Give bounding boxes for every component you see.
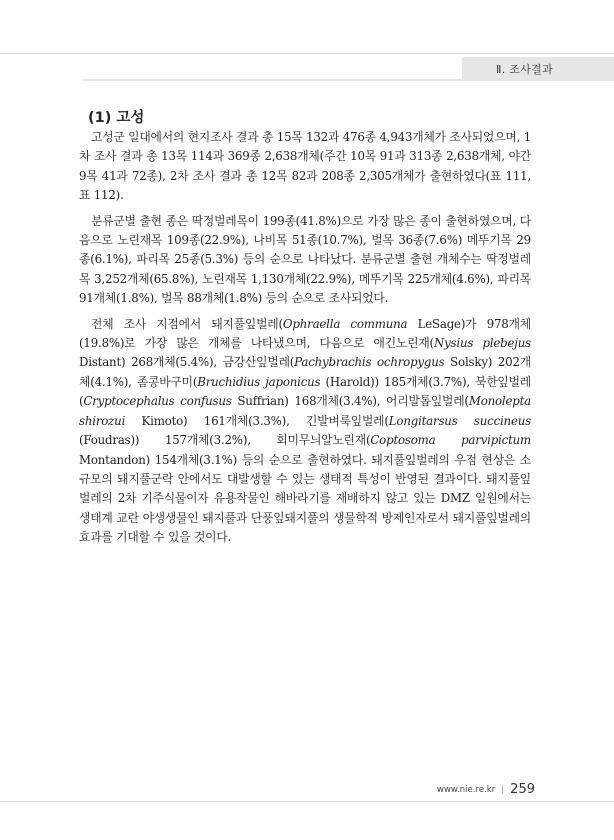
species-name: Ophraella communa — [282, 316, 408, 331]
text-run: Distant) 268개체(5.4%), 금강산잎벌레( — [79, 355, 295, 370]
footer-separator: | — [501, 784, 505, 795]
chapter-label: Ⅱ. 조사결과 — [496, 63, 554, 76]
text-run: Suffrian) 168개체(3.4%), 어리발톱잎벌레( — [231, 394, 469, 409]
paragraph-3 — [79, 315, 531, 548]
header-rule — [0, 53, 614, 54]
species-name: Pachybrachis ochropygus — [294, 355, 445, 370]
chapter-tab — [462, 57, 614, 81]
footer-url[interactable]: www.nie.re.kr — [437, 784, 496, 795]
text-run: LeSage)가 978개체(19.8%)로 가장 많은 개체를 나타냈으며, 다음으로 애긴노린재( — [79, 316, 531, 351]
species-name: Cryptocephalus confusus — [83, 394, 232, 409]
text-run: Kimoto) 161개체(3.3%), 긴발벼룩잎벌레( — [125, 413, 389, 428]
text-run: Solsky) 202개체(4.1%), 좀콩바구미( — [79, 355, 531, 389]
header-bar — [82, 79, 462, 81]
species-name: Coptosoma parvipictum — [370, 433, 531, 448]
species-name: Longitarsus succineus — [388, 413, 531, 428]
paragraph-1 — [79, 128, 531, 206]
text-run: (Foudras)) 157개체(3.2%), 회미무늬알노린재( — [79, 433, 371, 448]
species-name: Monolepta shirozui — [79, 394, 532, 428]
text-run: 전체 조사 지점에서 돼지풀잎벌레( — [91, 316, 283, 331]
page-number: 259 — [510, 782, 535, 797]
paragraph-2-text: 분류군별 출현 종은 딱정벌레목이 199종(41.8%)으로 가장 많은 종이 출현하였으며, 다음으로 노린재목 109종(22.9%), 나비목 51종(10.7%), 벌목 36종(7.6%) 메뚜기목 29종(6.1%), 파리목 25종(5.3%) 등의 순으로 나타났다. 분류군별 출현 개체수는 딱정벌레목 3,252개체(65.8%), 노린재목 1,130개체(22.9%), 메뚜기목 225개체(4.6%), 파리목 91개체(1.8%), 벌목 88개체(1.8%) 등의 순으로 조사되었다. — [79, 213, 531, 306]
paragraph-2 — [79, 212, 531, 309]
paragraph-1-text: 고성군 일대에서의 현지조사 결과 총 15목 132과 476종 4,943개체가 조사되었으며, 1차 조사 결과 총 13목 114과 369종 2,638개체(주간 10목 91과 313종 2,638개체, 야간 9목 41과 72종), 2차 조사 결과 총 12목 82과 208종 2,305개체가 출현하였다(표 111, 표 112). — [79, 130, 531, 203]
bottom-rule — [0, 801, 614, 802]
species-name: Nysius plebejus — [433, 336, 531, 351]
text-run: (Harold)) 185개체(3.7%), 북한잎벌레( — [79, 374, 531, 409]
page-footer — [437, 782, 535, 797]
species-name: Bruchidius japonicus — [197, 374, 321, 389]
body-text — [79, 128, 531, 554]
section-title: (1) 고성 — [88, 110, 145, 126]
text-run: Montandon) 154개체(3.1%) 등의 순으로 출현하였다. 돼지풀잎벌레의 우점 현상은 소규모의 돼지풀군락 안에서도 대발생할 수 있는 생태적 특성이 반영된 결과이다. 돼지풀잎벌레의 2차 기주식물이자 유용작물인 해바라기를 재배하지 않고 있는 DMZ 일원에서는 생태계 교란 야생생물인 돼지풀과 단풍잎돼지풀의 생물학적 방제인자로서 돼지풀잎벌레의 효과를 기대할 수 있을 것이다. — [79, 452, 531, 545]
